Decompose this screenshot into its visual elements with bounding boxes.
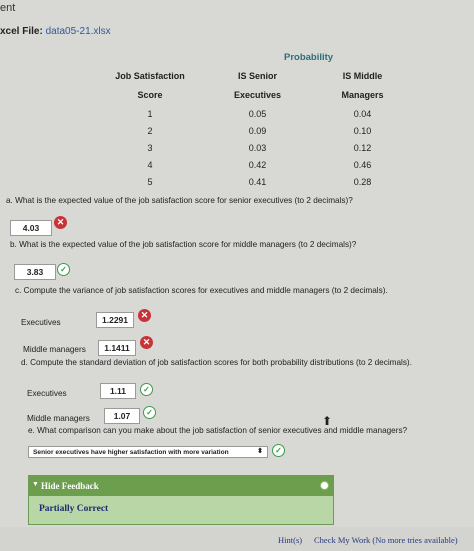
hint-link[interactable]: Hint(s) <box>278 535 303 545</box>
question-a-text: a. What is the expected value of the job satisfaction score for senior executives (to 2 decimals)? <box>6 196 353 205</box>
mouse-cursor-icon: ⬆ <box>322 414 333 428</box>
table-cell-middle: 0.10 <box>353 126 372 136</box>
feedback-status-dot-icon <box>320 481 329 490</box>
executives-label: Executives <box>27 389 67 398</box>
question-d-text: d. Compute the standard deviation of job satisfaction scores for both probability distributions (to 2 decimals). <box>21 358 412 367</box>
col-header-job-satisfaction: Job Satisfaction <box>115 71 185 81</box>
table-cell-score: 1 <box>147 109 153 119</box>
question-c-text: c. Compute the variance of job satisfaction scores for executives and middle managers (to 2 decimals). <box>15 286 388 295</box>
correct-check-icon: ✓ <box>140 383 153 396</box>
comparison-select-value: Senior executives have higher satisfaction with more variation <box>33 448 229 456</box>
table-cell-score: 2 <box>147 126 153 136</box>
table-cell-middle: 0.04 <box>353 109 372 119</box>
feedback-header[interactable] <box>29 476 333 496</box>
table-cell-senior: 0.42 <box>248 160 267 170</box>
answer-c-managers-field[interactable]: 1.1411 <box>98 340 136 356</box>
question-b-text: b. What is the expected value of the job satisfaction score for middle managers (to 2 decimals)? <box>10 240 357 249</box>
feedback-panel <box>28 475 334 525</box>
collapse-caret-icon: ▼ <box>32 481 39 488</box>
col-header-managers: Managers <box>341 90 384 100</box>
excel-file-row <box>0 26 111 37</box>
hide-feedback-toggle[interactable]: Hide Feedback <box>41 481 99 491</box>
excel-file-label: xcel File: <box>0 26 43 37</box>
correct-check-icon: ✓ <box>272 444 285 457</box>
incorrect-x-icon: ✕ <box>138 309 151 322</box>
answer-d-executives-field[interactable]: 1.11 <box>100 383 136 399</box>
table-cell-middle: 0.46 <box>353 160 372 170</box>
answer-d-managers-field[interactable]: 1.07 <box>104 408 140 424</box>
excel-file-link[interactable]: data05-21.xlsx <box>45 26 111 37</box>
col-header-score: Score <box>137 90 163 100</box>
table-cell-score: 3 <box>147 143 153 153</box>
table-cell-senior: 0.05 <box>248 109 267 119</box>
col-header-executives: Executives <box>233 90 282 100</box>
incorrect-x-icon: ✕ <box>140 336 153 349</box>
middle-managers-label: Middle managers <box>23 345 86 354</box>
correct-check-icon: ✓ <box>57 263 70 276</box>
col-header-middle: IS Middle <box>342 71 383 81</box>
middle-managers-label: Middle managers <box>27 414 90 423</box>
table-cell-middle: 0.12 <box>353 143 372 153</box>
select-chevron-icon: ⬍ <box>257 448 263 455</box>
answer-a-field[interactable]: 4.03 <box>10 220 52 236</box>
executives-label: Executives <box>21 318 61 327</box>
table-cell-senior: 0.09 <box>248 126 267 136</box>
answer-c-executives-field[interactable]: 1.2291 <box>96 312 134 328</box>
table-cell-middle: 0.28 <box>353 177 372 187</box>
correct-check-icon: ✓ <box>143 406 156 419</box>
answer-b-field[interactable]: 3.83 <box>14 264 56 280</box>
probability-header: Probability <box>284 52 334 63</box>
table-cell-senior: 0.41 <box>248 177 267 187</box>
table-cell-senior: 0.03 <box>248 143 267 153</box>
incorrect-x-icon: ✕ <box>54 216 67 229</box>
feedback-result: Partially Correct <box>39 504 109 514</box>
comparison-select[interactable] <box>28 446 268 458</box>
table-cell-score: 4 <box>147 160 153 170</box>
question-e-text: e. What comparison can you make about the job satisfaction of senior executives and middle managers? <box>28 426 408 435</box>
check-my-work-button[interactable]: Check My Work (No more tries available) <box>314 535 458 545</box>
table-cell-score: 5 <box>147 177 153 187</box>
page-title-fragment: ent <box>0 2 16 14</box>
col-header-senior: IS Senior <box>237 71 277 81</box>
